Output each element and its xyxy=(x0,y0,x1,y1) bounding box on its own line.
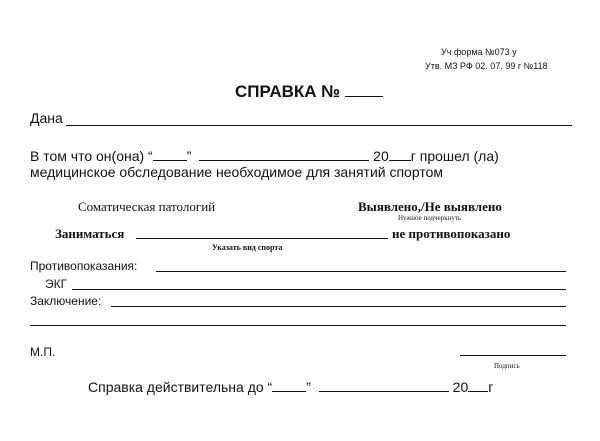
issued-to-field[interactable] xyxy=(66,125,572,126)
form-number: Уч форма №073 у xyxy=(441,47,517,57)
pathology-hint: Нужное подчеркнуть xyxy=(398,214,462,222)
validity-day-field[interactable] xyxy=(272,377,306,392)
contraindications-field[interactable] xyxy=(156,271,566,272)
validity-year-field[interactable] xyxy=(468,377,488,392)
issued-to-label: Дана xyxy=(30,110,63,126)
sport-result: не противопоказано xyxy=(392,226,511,241)
pathology-label: Соматическая патологий xyxy=(78,199,216,214)
validity-prefix: Справка действительна до “ xyxy=(88,379,273,395)
validity-month-field[interactable] xyxy=(319,377,449,392)
validity-year-prefix: 20 xyxy=(452,379,469,395)
sport-label: Заниматься xyxy=(55,226,125,241)
signature-field[interactable] xyxy=(460,355,566,356)
conclusion-field[interactable] xyxy=(111,306,566,307)
conclusion-field-2[interactable] xyxy=(30,325,566,326)
validity-line xyxy=(88,377,493,395)
pathology-result: Выявлено,/Не выявлено xyxy=(358,199,502,214)
quote-close: ” xyxy=(186,148,192,164)
title-text: СПРАВКА № xyxy=(235,82,341,101)
certify-prefix: В том что он(она) “ xyxy=(30,148,153,164)
document-title xyxy=(235,79,383,102)
ecg-label: ЭКГ xyxy=(45,277,68,291)
certify-line-2: медицинское обследование необходимое для занятий спортом xyxy=(30,164,443,180)
certificate-number-field[interactable] xyxy=(345,79,383,97)
month-field[interactable] xyxy=(199,146,369,161)
year-prefix: 20 xyxy=(373,148,389,164)
stamp-label: М.П. xyxy=(30,345,56,359)
sport-field[interactable] xyxy=(136,238,388,239)
contraindications-label: Противопоказания: xyxy=(30,259,138,273)
sport-hint: Указать вид спорта xyxy=(212,243,283,252)
certify-suffix: г прошел (ла) xyxy=(410,148,499,164)
validity-suffix: г xyxy=(488,379,494,395)
form-approval: Утв. МЗ РФ 02. 07. 99 г №118 xyxy=(425,61,548,71)
year-field[interactable] xyxy=(389,146,411,161)
signature-hint: Подпись xyxy=(494,362,520,370)
conclusion-label: Заключение: xyxy=(30,294,102,308)
validity-quote-close: ” xyxy=(306,379,311,395)
certify-line xyxy=(30,146,499,164)
ecg-field[interactable] xyxy=(72,289,566,290)
day-field[interactable] xyxy=(153,146,187,161)
